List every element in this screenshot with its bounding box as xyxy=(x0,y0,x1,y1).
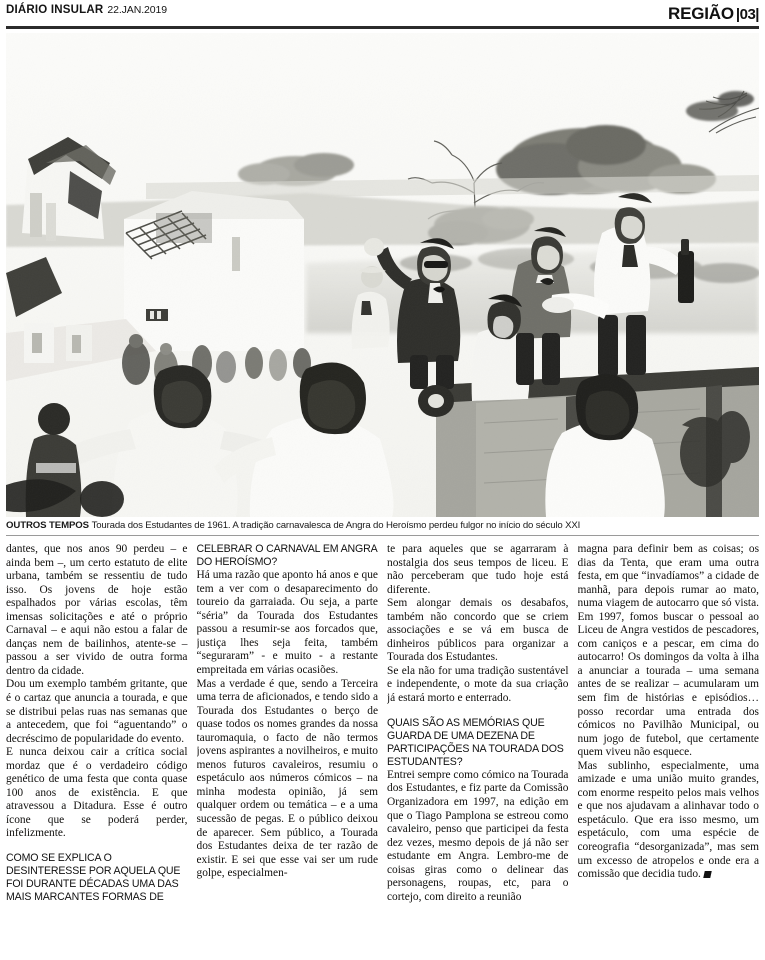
caption-divider xyxy=(6,535,759,536)
section-title: REGIÃO xyxy=(668,4,734,23)
body-paragraph: dantes, que nos anos 90 perdeu – e ainda bem –, um certo estatuto de elite urbana, também se ressentiu de tudo isso. Os jovens de hoje estão espalhados por várias escolas, têm imensas solicitações e até o próprio Carnaval – e aqui não estou a falar de danças nem de bailinhos, atente-se – passou a ser vivido de outra forma dentro da cidade. xyxy=(6,543,188,677)
column-2 xyxy=(197,543,379,955)
body-paragraph: te para aqueles que se agarraram à nostalgia dos seus tempos de liceu. E não perceberam que tudo hoje está diferente. xyxy=(387,543,569,596)
masthead xyxy=(0,0,765,27)
caption-text: Tourada dos Estudantes de 1961. A tradição carnavalesca de Angra do Heroísmo perdeu fulgor no início do século XXI xyxy=(91,520,581,531)
interview-question: QUAIS SÃO AS MEMÓRIAS QUE GUARDA DE UMA DEZENA DE PARTICIPAÇÕES NA TOURADA DOS ESTUDANTES? xyxy=(387,716,564,768)
interview-question: CELEBRAR O CARNAVAL EM ANGRA DO HEROÍSMO? xyxy=(196,543,377,569)
page-number: |03| xyxy=(735,6,759,23)
column-3 xyxy=(387,543,569,955)
caption-kicker: OUTROS TEMPOS xyxy=(6,520,89,531)
column-1 xyxy=(6,543,188,955)
interview-question: COMO SE EXPLICA O DESINTERESSE POR AQUELA QUE FOI DURANTE DÉCADAS UMA DAS MAIS MARCANTES FORMAS DE xyxy=(6,852,181,904)
body-text: Mas sublinho, especialmente, uma amizade e uma união muito grandes, com enorme respeito pelos mais velhos e que nos ajudavam a alinhavar todo o espetáculo. Que era isso mesmo, um espetáculo, com uma espécie de coreografia “desorganizada”, mas sem um excesso de atropelos e onde era a comissão que decidia tudo. xyxy=(577,759,759,881)
body-paragraph-final xyxy=(578,760,760,882)
article-photo xyxy=(6,33,759,517)
publication-date: 22.JAN.2019 xyxy=(107,4,167,16)
body-paragraph: Há uma razão que aponto há anos e que tem a ver com o desaparecimento do toureio da garraiada. Ou seja, a parte “séria” da Tourada dos Estudantes passou a resumir-se aos forcados que, justiça lhes seja feita, também “seguraram” - e muito - a restante empreitada em várias ocasiões. xyxy=(196,569,378,677)
masthead-right xyxy=(668,4,759,24)
body-paragraph: Entrei sempre como cómico na Tourada dos Estudantes, e fiz parte da Comissão Organizadora em 1997, na edição em que o Tiago Pamplona se estreou como cavaleiro, penso que participei da festa dez vezes, mesmo depois de já não ser estudante em Angra. Lembro-me de coisas giras como o delinear das personagens, roupas, etc, para o cortejo, com direito a reunião xyxy=(387,768,569,903)
body-paragraph: magna para definir bem as coisas; os dias da Tenta, que eram uma outra festa, em que “invadíamos” a cidade de manhã, para depois rumar ao mato, numa viagem de autocarro que só vista. Em 1997, fomos buscar o pessoal ao Liceu de Angra vestidos de pescadores, com caniços e a pescar, em cima do autocarro! Os domingos da volta à ilha a anunciar a tourada – uma semana antes de se realizar – acumularam um sem fim de histórias e episódios…posso recordar uma entrada dos cómicos no Pavilhão Municipal, ou num jogo de futebol, que certamente quem viveu não esquece. xyxy=(577,543,759,759)
body-paragraph: Dou um exemplo também gritante, que é o cartaz que anuncia a tourada, e que se distribui pelas ruas nas semanas que a antecedem, que foi “aguentando” o decréscimo de popularidade do evento. xyxy=(6,678,188,745)
column-4 xyxy=(578,543,760,955)
body-paragraph: E nunca deixou cair a crítica social mordaz que é o verdadeiro código genético de uma festa que conta quase 100 anos de existência. E que atravessou a Ditadura. Esse é outro ícone que se poderá perder, infelizmente. xyxy=(6,746,188,840)
masthead-divider xyxy=(6,26,759,29)
photo-caption xyxy=(6,520,759,532)
body-paragraph: Se ela não for uma tradição sustentável e independente, o mote da sua criação já estará morto e enterrado. xyxy=(387,664,569,705)
article-columns xyxy=(6,543,759,955)
body-paragraph: Sem alongar demais os desabafos, também não concordo que se criem associações e se vá em busca de dinheiros públicos para organizar a Tourada dos Estudantes. xyxy=(387,597,569,664)
photo-image xyxy=(6,33,759,517)
end-of-article-marker xyxy=(703,871,711,878)
masthead-left xyxy=(6,4,167,16)
body-paragraph: Mas a verdade é que, sendo a Terceira uma terra de aficionados, e tendo sido a Tourada dos Estudantes o berço de quase todos os nomes grandes da nossa tauromaquia, o facto de não termos jovens aspirantes a novilheiros, e muito menos futuros cavaleiros, resumiu o espetáculo aos números cómicos – na minha modesta opinião, já sem qualquer ordem ou temática – e a uma sucessão de pegas. E o público deixou de aparecer. Sem público, a Tourada dos Estudantes deixa de ter razão de existir. E sei que esse vai ser um rude golpe, especialmen- xyxy=(196,677,378,880)
newspaper-title: DIÁRIO INSULAR xyxy=(6,4,104,16)
